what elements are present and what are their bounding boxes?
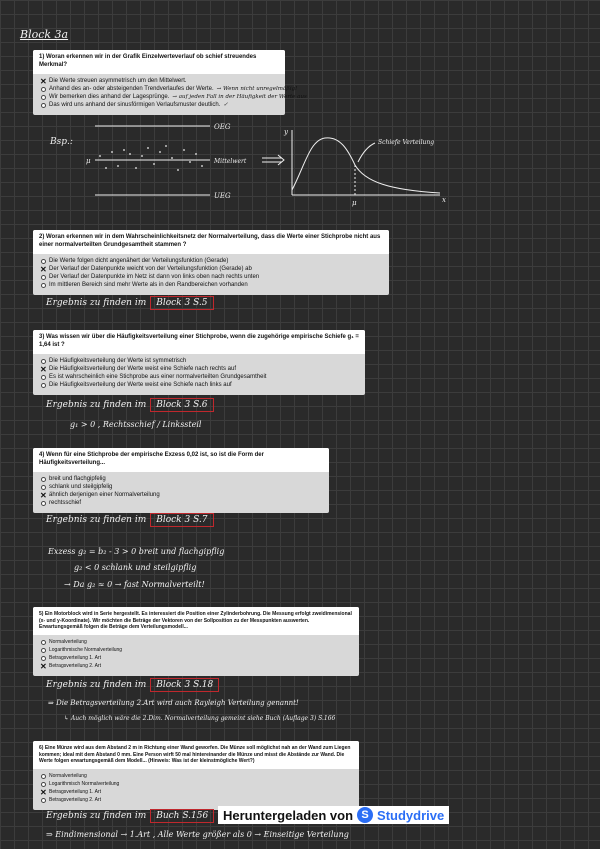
note-q4-2: g₂ < 0 schlank und steilgipflig	[74, 563, 197, 572]
question-2-box	[33, 230, 389, 295]
radio-icon	[41, 798, 46, 803]
radio-icon	[41, 501, 46, 506]
question-3-options	[33, 354, 365, 395]
radio-icon	[41, 656, 46, 661]
sketch-x-label: x	[442, 196, 446, 204]
radio-icon	[41, 359, 46, 364]
option-3-4[interactable]: Die Häufigkeitsverteilung der Werte weist eine Schiefe nach links auf	[41, 382, 357, 390]
radio-icon	[41, 95, 46, 100]
ergebnis-4: Ergebnis zu finden im Block 3 S.18	[46, 680, 219, 690]
checked-x-icon: ✕	[40, 76, 47, 86]
option-3-3[interactable]: Es ist wahrscheinlich eine Stichprobe aus einer normalverteilten Grundgesamtheit	[41, 374, 357, 382]
sketch-ueg-label: UEG	[214, 192, 231, 200]
sketch-curve-mu-label: μ	[352, 199, 357, 207]
option-3-2[interactable]: ✕ Die Häufigkeitsverteilung der Werte weist eine Schiefe nach rechts auf	[40, 364, 236, 374]
question-1-options	[33, 74, 307, 115]
note-q4-3: → Da g₂ ≈ 0 → fast Normalverteilt!	[64, 580, 205, 589]
option-4-2[interactable]: schlank und steilgipfelig	[41, 484, 321, 492]
question-2-options	[33, 254, 389, 295]
option-5-3[interactable]: Betragsverteilung 1. Art	[41, 655, 351, 663]
option-4-4[interactable]: rechtsschief	[41, 500, 321, 508]
option-1-1[interactable]: ✕ Die Werte streuen asymmetrisch um den Mittelwert.	[40, 76, 187, 86]
note-q5-1: ⇒ Die Betragsverteilung 2.Art wird auch Rayleigh Verteilung genannt!	[48, 699, 299, 707]
sketch-y-label: y	[284, 128, 288, 136]
checked-x-icon: ✕	[40, 490, 47, 500]
option-6-3[interactable]: ✕ Betragsverteilung 1. Art	[40, 787, 101, 797]
checked-x-icon: ✕	[40, 787, 47, 797]
ergebnis-4-ref: Block 3 S.18	[150, 678, 219, 692]
radio-icon	[41, 103, 46, 108]
ergebnis-2-ref: Block 3 S.6	[150, 398, 213, 412]
note-q5-2: ↳ Auch möglich wäre die 2.Dim. Normalverteilung gemeint siehe Buch (Auflage 3) S.166	[64, 715, 336, 722]
question-5-box	[33, 607, 359, 676]
ergebnis-2: Ergebnis zu finden im Block 3 S.6	[46, 400, 214, 410]
option-1-4[interactable]: Das wird uns anhand der sinusförmigen Verlaufsmuster deutlich. ✓	[41, 102, 277, 110]
option-2-1[interactable]: Die Werte folgen dicht angenähert der Verteilungsfunktion (Gerade)	[41, 258, 381, 266]
option-2-4[interactable]: Im mittleren Bereich sind mehr Werte als in den Randbereichen vorhanden	[41, 282, 381, 290]
radio-icon	[41, 477, 46, 482]
radio-icon	[41, 640, 46, 645]
sketch-curve-label: Schiefe Verteilung	[378, 139, 435, 146]
option-1-2[interactable]: Anhand des an- oder absteigenden Trendverlaufes der Werte. → Wenn nicht unregelmäßig!	[41, 86, 277, 94]
option-5-2[interactable]: Logarithmische Normalverteilung	[41, 647, 351, 655]
sketch-oeg-label: OEG	[214, 123, 231, 131]
option-4-1[interactable]: breit und flachgipfelig	[41, 476, 321, 484]
option-6-1[interactable]: Normalverteilung	[41, 773, 351, 781]
radio-icon	[41, 774, 46, 779]
radio-icon	[41, 782, 46, 787]
note-q4-1: Exzess g₂ = b₂ - 3 > 0 breit und flachgipflig	[48, 547, 225, 556]
option-3-1[interactable]: Die Häufigkeitsverteilung der Werte ist symmetrisch	[41, 358, 357, 366]
note-q3: g₁ > 0 , Rechtsschief / Linkssteil	[70, 420, 202, 429]
checked-x-icon: ✕	[40, 364, 47, 374]
option-2-3[interactable]: Der Verlauf der Datenpunkte im Netz ist dann von links oben nach rechts unten	[41, 274, 381, 282]
radio-icon	[41, 87, 46, 92]
option-6-4[interactable]: Betragsverteilung 2. Art	[41, 797, 351, 805]
option-6-2[interactable]: Logarithmisch Normalverteilung	[41, 781, 351, 789]
studydrive-logo-icon: S	[357, 807, 373, 823]
ergebnis-3-ref: Block 3 S.7	[150, 513, 213, 527]
option-5-1[interactable]: Normalverteilung	[41, 639, 351, 647]
watermark-text: Heruntergeladen von	[223, 807, 354, 823]
radio-icon	[41, 648, 46, 653]
note-q6: ⇒ Eindimensional → 1.Art , Alle Werte größer als 0 → Einseitige Verteilung	[46, 830, 349, 839]
sketch-drawing	[0, 110, 600, 220]
option-1-3[interactable]: Wir bemerken dies anhand der Lagesprünge. → auf jeden Fall in der Häufigkeit der Werte aus	[41, 94, 277, 102]
checked-x-icon: ✕	[40, 661, 47, 671]
question-6-box	[33, 741, 359, 810]
question-4-text: 4) Wenn für eine Stichprobe der empirische Exzess 0,02 ist, so ist die Form der Häufigkeitsverteilung...	[33, 448, 329, 472]
radio-icon	[41, 259, 46, 264]
sketch-bsp-label: Bsp.:	[50, 137, 73, 147]
radio-icon	[41, 383, 46, 388]
radio-icon	[41, 375, 46, 380]
page-title: Block 3a	[20, 28, 69, 41]
sketch-mittelwert-label: Mittelwert	[214, 158, 247, 165]
studydrive-watermark[interactable]	[218, 806, 449, 824]
question-6-options	[33, 769, 359, 810]
question-3-text: 3) Was wissen wir über die Häufigkeitsverteilung einer Stichprobe, wenn die zugehörige empirische Schiefe g₁ = 1,64 ist ?	[33, 330, 365, 354]
ergebnis-5: Ergebnis zu finden im Buch S.156	[46, 811, 214, 821]
checked-x-icon: ✕	[40, 264, 47, 274]
question-3-box	[33, 330, 365, 395]
question-6-text: 6) Eine Münze wird aus dem Abstand 2 m in Richtung einer Wand geworfen. Die Münze soll möglichst nah an der Wand zum Liegen kommen; ideal mit dem Abstand 0 mm. Eine Person wirft 50 mal hintereinander die Münze und misst die Abstände zur Wand. Die Werte folgen erwartungsgemäß dem Modell... (Hinweis: Was ist der kleinstmögliche Wert?)	[33, 741, 359, 769]
ergebnis-3: Ergebnis zu finden im Block 3 S.7	[46, 515, 214, 525]
ergebnis-5-ref: Buch S.156	[150, 809, 214, 823]
radio-icon	[41, 275, 46, 280]
question-4-options	[33, 472, 329, 513]
question-5-options	[33, 635, 359, 676]
question-1-text: 1) Woran erkennen wir in der Grafik Einzelwerteverlauf ob schief streuendes Merkmal?	[33, 50, 285, 74]
option-5-4[interactable]: ✕ Betragsverteilung 2. Art	[40, 661, 101, 671]
question-4-box	[33, 448, 329, 513]
radio-icon	[41, 283, 46, 288]
ergebnis-1: Ergebnis zu finden im Block 3 S.5	[46, 298, 214, 308]
question-2-text: 2) Woran erkennen wir in dem Wahrscheinlichkeitsnetz der Normalverteilung, dass die Werte einer Stichprobe nicht aus einer normalverteilten Grundgesamtheit stammen ?	[33, 230, 389, 254]
watermark-brand: Studydrive	[377, 807, 445, 823]
option-2-2[interactable]: ✕ Der Verlauf der Datenpunkte weicht von der Verteilungsfunktion (Gerade) ab	[40, 264, 252, 274]
radio-icon	[41, 485, 46, 490]
question-5-text: 5) Ein Motorblock wird in Serie hergestellt. Es interessiert die Position einer Zylinderbohrung. Die Messung erfolgt zweidimensional (x- und y-Koordinate). Wir möchten die Beträge der Vektoren von der Sollposition zu der Messpunkten auswerten. Erwartungsgemäß folgen die Beträge dem Verteilungsmodell...	[33, 607, 359, 635]
ergebnis-1-ref: Block 3 S.5	[150, 296, 213, 310]
question-1-box	[33, 50, 307, 115]
sketch-mu-label: μ	[86, 157, 91, 165]
option-4-3[interactable]: ✕ ähnlich derjenigen einer Normalverteilung	[40, 490, 160, 500]
